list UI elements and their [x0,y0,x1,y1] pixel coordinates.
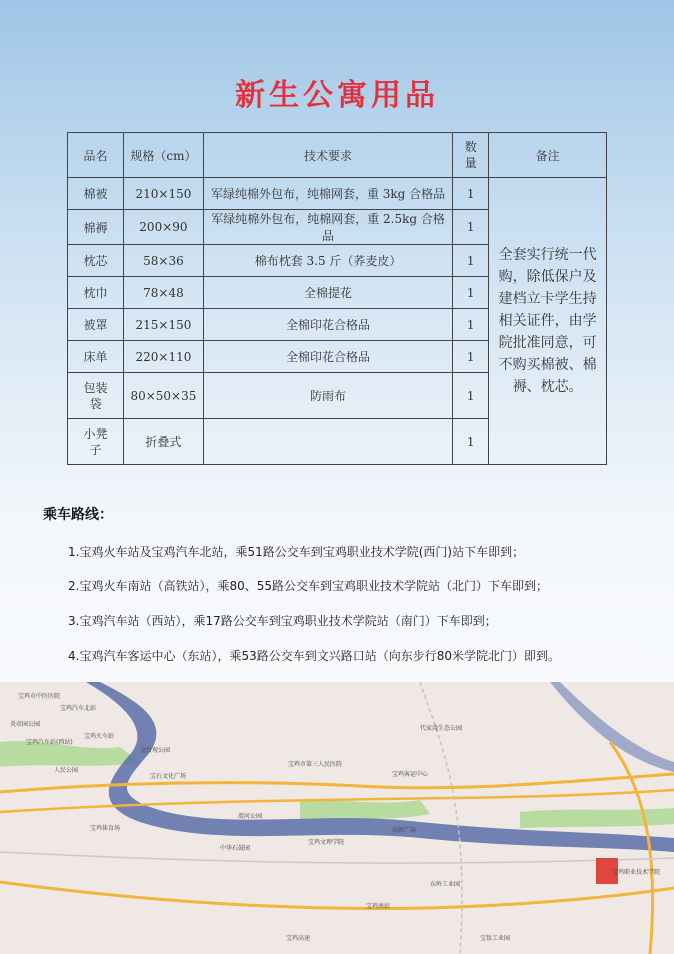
routes-title: 乘车路线： [43,507,113,523]
cell-quantity: 1 [453,419,489,465]
page-title: 新生公寓用品 [235,78,439,113]
map-label: 东岭工业园 [430,881,461,888]
header-name: 品名 [68,133,124,178]
cell-spec: 折叠式 [123,419,203,465]
cell-requirement: 全棉提花 [203,277,452,309]
remark-cell: 全套实行统一代购，除低保户及建档立卡学生持相关证件，由学院批准同意，可不购买棉被、棉褥、枕芯。 [489,178,607,465]
supplies-table [67,132,607,465]
cell-spec: 215×150 [123,309,203,341]
route-item: 2.宝鸡火车南站（高铁站），乘80、55路公交车到宝鸡职业技术学院站（北门）下车即到； [68,579,548,593]
map-label: 宝鸡高速 [286,935,311,942]
cell-name: 枕芯 [68,245,124,277]
header-quantity: 数量 [453,133,489,178]
cell-spec: 220×110 [123,341,203,373]
header-remark: 备注 [489,133,607,178]
map-label: 宝鸡市第三人民医院 [288,761,343,768]
cell-requirement: 全棉印花合格品 [203,341,452,373]
map-label: 宝鸡职业技术学院 [612,869,661,876]
cell-requirement: 全棉印花合格品 [203,309,452,341]
map-label: 宝钛工业园 [480,935,511,942]
map-svg [0,682,674,954]
cell-requirement [203,419,452,465]
map-label: 宝鸡体育场 [90,825,121,832]
cell-quantity: 1 [453,245,489,277]
route-item: 3.宝鸡汽车站（西站），乘17路公交车到宝鸡职业技术学院站（南门）下车即到； [68,614,497,628]
map-label: 宝鸡南站 [366,903,391,910]
cell-name: 枕巾 [68,277,124,309]
cell-spec: 200×90 [123,210,203,245]
cell-name: 被罩 [68,309,124,341]
cell-quantity: 1 [453,341,489,373]
cell-spec: 210×150 [123,178,203,210]
cell-name: 小凳子 [68,419,124,465]
map-label: 人民公园 [54,767,79,774]
map-label: 宝石文化广场 [150,773,187,780]
map-label: 高新广场 [392,827,417,834]
cell-quantity: 1 [453,373,489,419]
map-label: 宝鸡市中医医院 [18,693,61,700]
map-label: 炎帝园公园 [10,721,41,728]
map-label: 宝鸡文理学院 [308,839,345,846]
header-spec: 规格（cm） [123,133,203,178]
cell-name: 棉褥 [68,210,124,245]
map-label: 宝鸡客运中心 [392,771,429,778]
map-label: 代家湾生态公园 [420,725,463,732]
cell-quantity: 1 [453,210,489,245]
green-zone [520,808,674,828]
cell-name: 棉被 [68,178,124,210]
cell-spec: 58×36 [123,245,203,277]
cell-quantity: 1 [453,277,489,309]
cell-quantity: 1 [453,309,489,341]
map-label: 金台观公园 [140,747,171,754]
cell-name: 床单 [68,341,124,373]
cell-spec: 78×48 [123,277,203,309]
cell-requirement: 棉布枕套 3.5 斤（荞麦皮） [203,245,452,277]
cell-requirement: 军绿纯棉外包布，纯棉网套，重 2.5kg 合格品 [203,210,452,245]
map-label: 宝鸡汽车站(西站) [26,739,73,746]
cell-requirement: 军绿纯棉外包布，纯棉网套，重 3kg 合格品 [203,178,452,210]
route-item: 1.宝鸡火车站及宝鸡汽车北站，乘51路公交车到宝鸡职业技术学院(西门)站下车即到； [68,545,525,559]
map-label: 渭河公园 [238,813,263,820]
cell-requirement: 防雨布 [203,373,452,419]
city-map [0,682,674,954]
cell-spec: 80×50×35 [123,373,203,419]
route-item: 4.宝鸡汽车客运中心（东站），乘53路公交车到文兴路口站（向东步行80米学院北门）即到。 [68,649,560,663]
map-label: 宝鸡汽车北站 [60,705,97,712]
cell-name: 包装袋 [68,373,124,419]
header-requirement: 技术要求 [203,133,452,178]
map-label: 中华石鼓园 [220,845,251,852]
table-row [68,178,607,210]
cell-quantity: 1 [453,178,489,210]
table-header-row [68,133,607,178]
map-label: 宝鸡火车站 [84,733,115,740]
